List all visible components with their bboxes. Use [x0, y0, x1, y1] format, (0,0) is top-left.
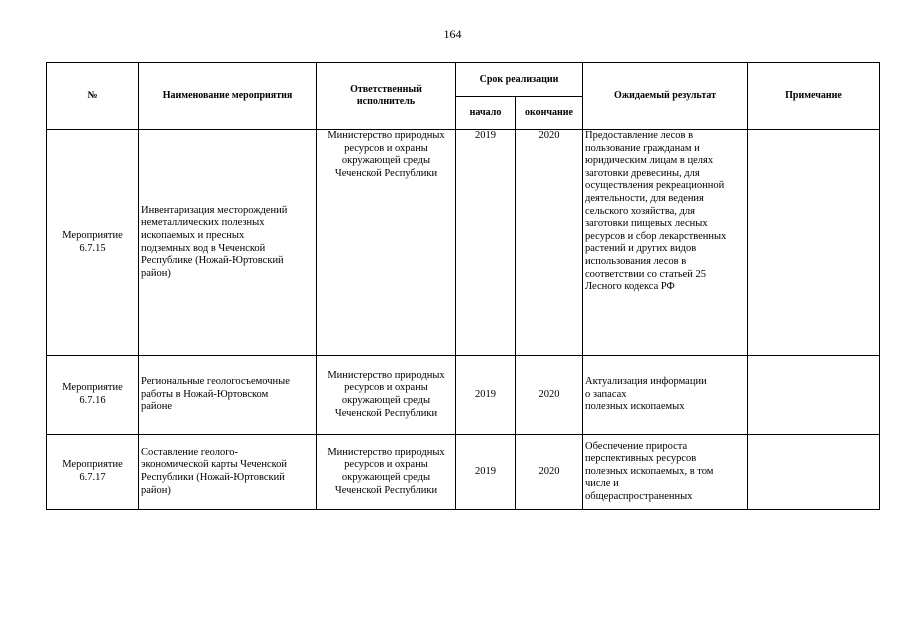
- row-no: Мероприятие 6.7.16: [47, 356, 139, 435]
- row-responsible: Министерство природных ресурсов и охраны окружающей среды Чеченской Республики: [317, 130, 456, 356]
- row-responsible: Министерство природных ресурсов и охраны окружающей среды Чеченской Республики: [317, 435, 456, 510]
- row-end: 2020: [516, 356, 583, 435]
- row-note: [748, 356, 880, 435]
- row-no: Мероприятие 6.7.15: [47, 130, 139, 356]
- table-row: [47, 435, 880, 510]
- header-name: Наименование мероприятия: [139, 63, 317, 130]
- row-start: 2019: [456, 435, 516, 510]
- header-note: Примечание: [748, 63, 880, 130]
- row-result: Актуализация информации о запасах полезных ископаемых: [583, 356, 748, 435]
- header-no: №: [47, 63, 139, 130]
- header-period: Срок реализации: [456, 63, 583, 97]
- row-no: Мероприятие 6.7.17: [47, 435, 139, 510]
- row-start: 2019: [456, 356, 516, 435]
- table-row: [47, 130, 880, 356]
- row-note: [748, 130, 880, 356]
- row-name: Региональные геологосъемочные работы в Ножай-Юртовском районе: [139, 356, 317, 435]
- row-result: Предоставление лесов в пользование гражданам и юридическим лицам в целях заготовки древесины, для осуществления рекреационной деятельности, для ведения сельского хозяйства, для заготовки пищевых лесных ресурсов и сбор лекарственных растений и других видов использования лесов в соответствии со статьей 25 Лесного кодекса РФ: [583, 130, 748, 356]
- header-responsible: Ответственный исполнитель: [317, 63, 456, 130]
- row-result: Обеспечение прироста перспективных ресурсов полезных ископаемых, в том числе и общераспространенных: [583, 435, 748, 510]
- measures-table: [46, 62, 880, 510]
- row-name: Составление геолого- экономической карты Чеченской Республики (Ножай-Юртовский район): [139, 435, 317, 510]
- row-name: Инвентаризация месторождений неметаллических полезных ископаемых и пресных подземных вод в Чеченской Республике (Ножай-Юртовский район): [139, 130, 317, 356]
- page-number: 164: [443, 27, 462, 41]
- row-responsible: Министерство природных ресурсов и охраны окружающей среды Чеченской Республики: [317, 356, 456, 435]
- row-start: 2019: [456, 130, 516, 356]
- row-end: 2020: [516, 130, 583, 356]
- row-end: 2020: [516, 435, 583, 510]
- header-start: начало: [456, 97, 516, 130]
- table-row: [47, 356, 880, 435]
- header-result: Ожидаемый результат: [583, 63, 748, 130]
- row-note: [748, 435, 880, 510]
- header-end: окончание: [516, 97, 583, 130]
